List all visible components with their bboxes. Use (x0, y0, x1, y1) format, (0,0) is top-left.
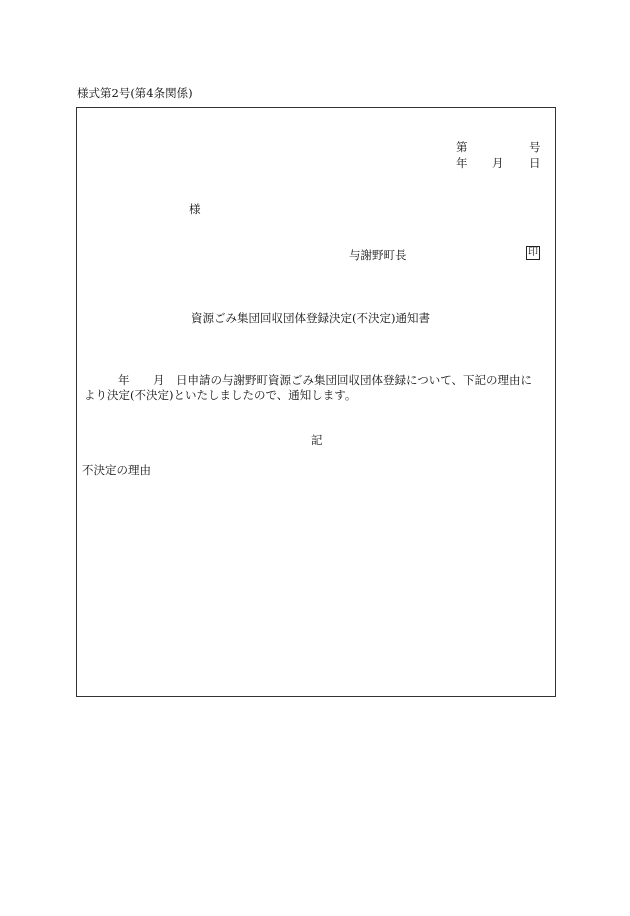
body-year: 年 (118, 373, 130, 387)
doc-number-go: 号 (529, 140, 541, 154)
addressee-suffix: 様 (189, 202, 201, 216)
form-number: 様式第2号(第4条関係) (77, 86, 193, 100)
date-month: 月 (492, 156, 504, 170)
body-text-line1: 日申請の与謝野町資源ごみ集団回収団体登録について、下記の理由に (176, 373, 533, 387)
date-day: 日 (529, 156, 541, 170)
ki-heading: 記 (311, 433, 323, 447)
mayor-title: 与謝野町長 (349, 248, 407, 262)
seal-mark: 印 (528, 247, 538, 258)
doc-number-dai: 第 (456, 140, 468, 154)
document-frame (76, 107, 556, 697)
body-month: 月 (153, 373, 165, 387)
reason-label: 不決定の理由 (82, 463, 151, 477)
date-year: 年 (456, 156, 468, 170)
body-text-line2: より決定(不決定)といたしましたので、通知します。 (84, 388, 357, 402)
document-title: 資源ごみ集団回収団体登録決定(不決定)通知書 (191, 311, 430, 325)
